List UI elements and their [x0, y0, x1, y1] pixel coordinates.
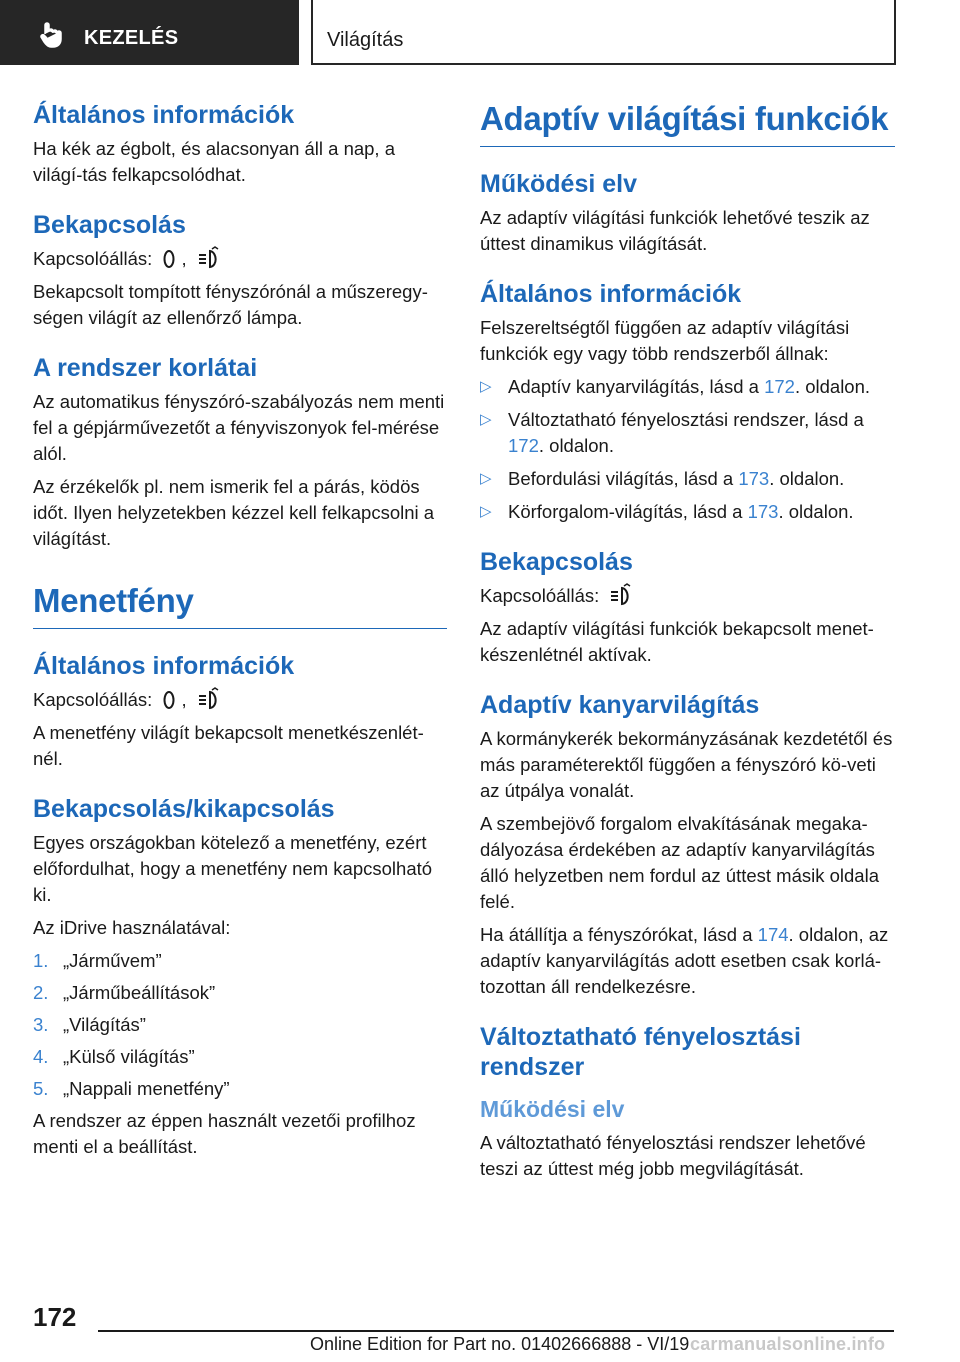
section-variable-light	[480, 1022, 895, 1082]
paragraph	[480, 922, 895, 1000]
comma: ,	[181, 689, 187, 710]
triangle-bullet-icon: ▷	[480, 470, 492, 487]
section-on-off	[33, 794, 447, 1160]
chapter-tab	[0, 0, 299, 65]
step-number: 3.	[33, 1014, 49, 1035]
step-number: 2.	[33, 982, 49, 1003]
auto-headlight-icon	[608, 583, 634, 607]
heading-switch-on: Bekapcsolás	[33, 211, 186, 239]
section-cornering-light	[480, 690, 895, 1000]
footer-divider	[98, 1330, 894, 1332]
heading-cornering-light: Adaptív kanyarvilágítás	[480, 691, 760, 719]
list-item	[480, 407, 895, 459]
light-switch-zero-icon	[161, 248, 177, 270]
item-text: . oldalon.	[538, 435, 614, 456]
step-text: „Világítás”	[63, 1014, 146, 1035]
triangle-bullet-icon: ▷	[480, 378, 492, 395]
section-principle	[480, 1096, 895, 1182]
heading-principle: Működési elv	[480, 170, 637, 198]
switch-position-line	[33, 687, 447, 713]
switch-position-line	[33, 246, 447, 272]
step-number: 4.	[33, 1046, 49, 1067]
heading-general-info: Általános információk	[33, 652, 295, 680]
switch-label: Kapcsolóállás:	[33, 689, 153, 710]
list-item	[33, 1076, 447, 1102]
hand-pointer-icon	[36, 20, 66, 50]
heading-switch-on: Bekapcsolás	[480, 548, 633, 576]
step-number: 1.	[33, 950, 49, 971]
paragraph: A rendszer az éppen használt vezetői profilhoz menti el a beállítást.	[33, 1110, 416, 1157]
section-title: Világítás	[327, 29, 404, 51]
light-switch-zero-icon	[161, 689, 177, 711]
section-general-info	[480, 279, 895, 525]
page-link[interactable]: 173	[747, 501, 779, 522]
adaptive-systems-list	[480, 374, 895, 525]
step-text: „Járművem”	[63, 950, 162, 971]
paragraph: Az automatikus fényszóró-szabályozás nem menti fel a gépjárművezetőt a fényviszonyok fel‐mérése alól.	[33, 391, 445, 464]
watermark: carmanualsonline.info	[690, 1334, 886, 1354]
paragraph: Az érzékelők pl. nem ismerik fel a párás, ködös időt. Ilyen helyzetekben kézzel kell felkapcsolni a világítást.	[33, 476, 435, 549]
step-text: „Nappali menetfény”	[63, 1078, 230, 1099]
switch-position-line	[480, 583, 895, 609]
section-general-info	[33, 100, 447, 188]
list-item	[33, 1012, 447, 1038]
item-text: Körforgalom-világítás, lásd a	[508, 501, 748, 522]
step-text: „Járműbeállítások”	[63, 982, 216, 1003]
paragraph: A szembejövő forgalom elvakításának megaka‐dályozása érdekében az adaptív kanyarvilágítás álló helyzetben nem fordul az úttest másik oldala felé.	[480, 813, 879, 912]
heading-daytime-running-lights: Menetfény	[33, 582, 447, 629]
paragraph: Bekapcsolt tompított fényszórónál a műszeregy‐ségen világít az ellenőrző lámpa.	[33, 281, 428, 328]
idrive-steps	[33, 948, 447, 1102]
item-text: . oldalon.	[778, 501, 854, 522]
list-item	[480, 499, 895, 525]
page-number: 172	[33, 1302, 77, 1332]
list-item	[33, 1044, 447, 1070]
section-limits	[33, 353, 447, 552]
section-header	[311, 0, 896, 65]
paragraph: Ha kék az égbolt, és alacsonyan áll a nap, a világí‐tás felkapcsolódhat.	[33, 138, 396, 185]
chapter-title: KEZELÉS	[84, 27, 179, 49]
list-item	[33, 948, 447, 974]
switch-label: Kapcsolóállás:	[33, 248, 153, 269]
item-text: Befordulási világítás, lásd a	[508, 468, 739, 489]
paragraph: Az adaptív világítási funkciók bekapcsolt menet‐készenlétnél aktívak.	[480, 618, 874, 665]
left-column	[33, 100, 447, 1182]
paragraph: Az adaptív világítási funkciók lehetővé teszik az úttest dinamikus világítását.	[480, 207, 870, 254]
comma: ,	[181, 248, 187, 269]
item-text: Adaptív kanyarvilágítás, lásd a	[508, 376, 765, 397]
heading-on-off: Bekapcsolás/kikapcsolás	[33, 795, 335, 823]
triangle-bullet-icon: ▷	[480, 411, 492, 428]
right-column	[480, 100, 895, 1204]
heading-general-info: Általános információk	[480, 280, 742, 308]
auto-headlight-icon	[196, 687, 222, 711]
page-link[interactable]: 172	[764, 376, 795, 397]
page-link[interactable]: 172	[508, 435, 539, 456]
edition-note: Online Edition for Part no. 01402666888 - VI/19	[310, 1334, 690, 1354]
text: . oldalon, az adaptív kanyarvilágítás adott esetben csak korlá‐tozottan áll rendelkezésre.	[480, 924, 889, 997]
item-text: . oldalon.	[794, 376, 871, 397]
list-item	[33, 980, 447, 1006]
auto-headlight-icon	[196, 246, 222, 270]
paragraph: Az iDrive használatával:	[33, 917, 231, 938]
list-item	[480, 466, 895, 492]
heading-limits: A rendszer korlátai	[33, 354, 258, 382]
item-text: . oldalon.	[769, 468, 845, 489]
switch-label: Kapcsolóállás:	[480, 585, 600, 606]
heading-principle: Működési elv	[480, 1096, 625, 1122]
section-drl-general	[33, 651, 447, 772]
paragraph: Egyes országokban kötelező a menetfény, ezért előfordulhat, hogy a menetfény nem kapcsolható ki.	[33, 832, 433, 905]
paragraph: A menetfény világít bekapcsolt menetkészenlét‐nél.	[33, 722, 424, 769]
heading-general-info: Általános információk	[33, 101, 295, 129]
section-switch-on	[480, 547, 895, 668]
section-principle	[480, 169, 895, 257]
section-switch-on	[33, 210, 447, 331]
heading-adaptive-functions: Adaptív világítási funkciók	[480, 100, 895, 147]
triangle-bullet-icon: ▷	[480, 503, 492, 520]
paragraph: A kormánykerék bekormányzásának kezdetétől és más paraméterektől függően a fényszóró kö‐veti az útpálya vonalát.	[480, 728, 893, 801]
page-link[interactable]: 173	[738, 468, 770, 489]
heading-variable-light: Változtatható fényelosztási rendszer	[480, 1023, 801, 1081]
step-text: „Külső világítás”	[63, 1046, 195, 1067]
step-number: 5.	[33, 1078, 49, 1099]
item-text: Változtatható fényelosztási rendszer, lásd a	[508, 409, 864, 430]
list-item	[480, 374, 895, 400]
page-link[interactable]: 174	[757, 924, 789, 945]
paragraph: A változtatható fényelosztási rendszer lehetővé teszi az úttest még jobb megvilágítását.	[480, 1131, 866, 1179]
paragraph: Felszereltségtől függően az adaptív világítási funkciók egy vagy több rendszerből állnak:	[480, 317, 850, 364]
text: Ha átállítja a fényszórókat, lásd a	[480, 924, 758, 945]
